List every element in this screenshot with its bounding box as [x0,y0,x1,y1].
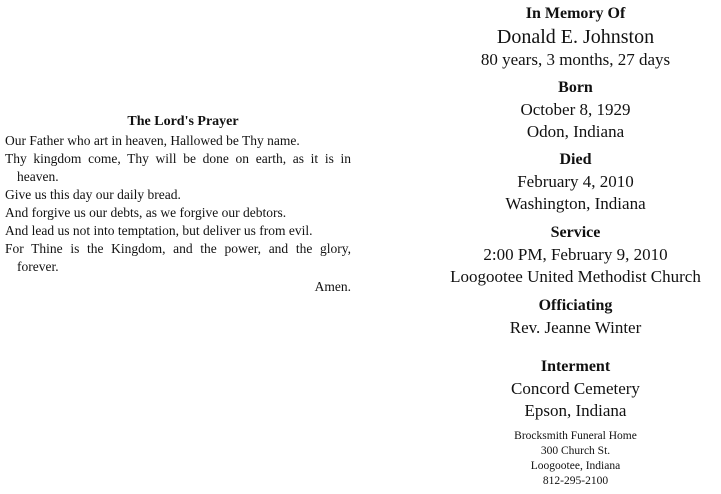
prayer-line: For Thine is the Kingdom, and the power, and the glory, forever. [5,241,351,274]
born-place: Odon, Indiana [526,122,625,141]
prayer-line: And lead us not into temptation, but deliver us from evil. [5,223,313,238]
deceased-name: Donald E. Johnston [496,26,655,48]
born-date: October 8, 1929 [520,100,631,119]
interment-heading: Interment [540,358,611,375]
interment-cemetery: Concord Cemetery [511,379,640,398]
funeral-home-street: 300 Church St. [540,445,611,457]
interment-place: Epson, Indiana [524,401,627,420]
born-section [430,77,721,143]
funeral-home-name: Brocksmith Funeral Home [514,430,637,442]
prayer-line: And forgive us our debts, as we forgive our debtors. [5,205,287,220]
prayer-line: Give us this day our daily bread. [5,187,181,202]
service-time: 2:00 PM, February 9, 2010 [483,245,668,264]
deceased-age: 80 years, 3 months, 27 days [480,50,671,69]
funeral-home-info [430,429,721,489]
prayer-line: Thy kingdom come, Thy will be done on earth, as it is in heaven. [5,151,351,184]
prayer-title: The Lord's Prayer [127,114,239,129]
officiant-name: Rev. Jeanne Winter [509,318,642,337]
in-memory-heading: In Memory Of [525,5,626,22]
interment-section [430,356,721,422]
service-section [430,222,721,288]
died-heading: Died [559,151,592,168]
officiating-heading: Officiating [538,297,613,314]
died-date: February 4, 2010 [517,172,634,191]
service-place: Loogootee United Methodist Church [450,267,701,286]
in-memory-section [430,3,721,71]
officiating-section [430,295,721,339]
died-section [430,149,721,215]
funeral-home-city: Loogootee, Indiana [530,460,621,472]
prayer-amen: Amen. [314,279,351,294]
lords-prayer [5,113,351,296]
prayer-line: Our Father who art in heaven, Hallowed be Thy name. [5,133,300,148]
service-heading: Service [550,224,601,241]
died-place: Washington, Indiana [505,194,646,213]
funeral-home-phone: 812-295-2100 [542,475,609,487]
born-heading: Born [558,79,593,96]
